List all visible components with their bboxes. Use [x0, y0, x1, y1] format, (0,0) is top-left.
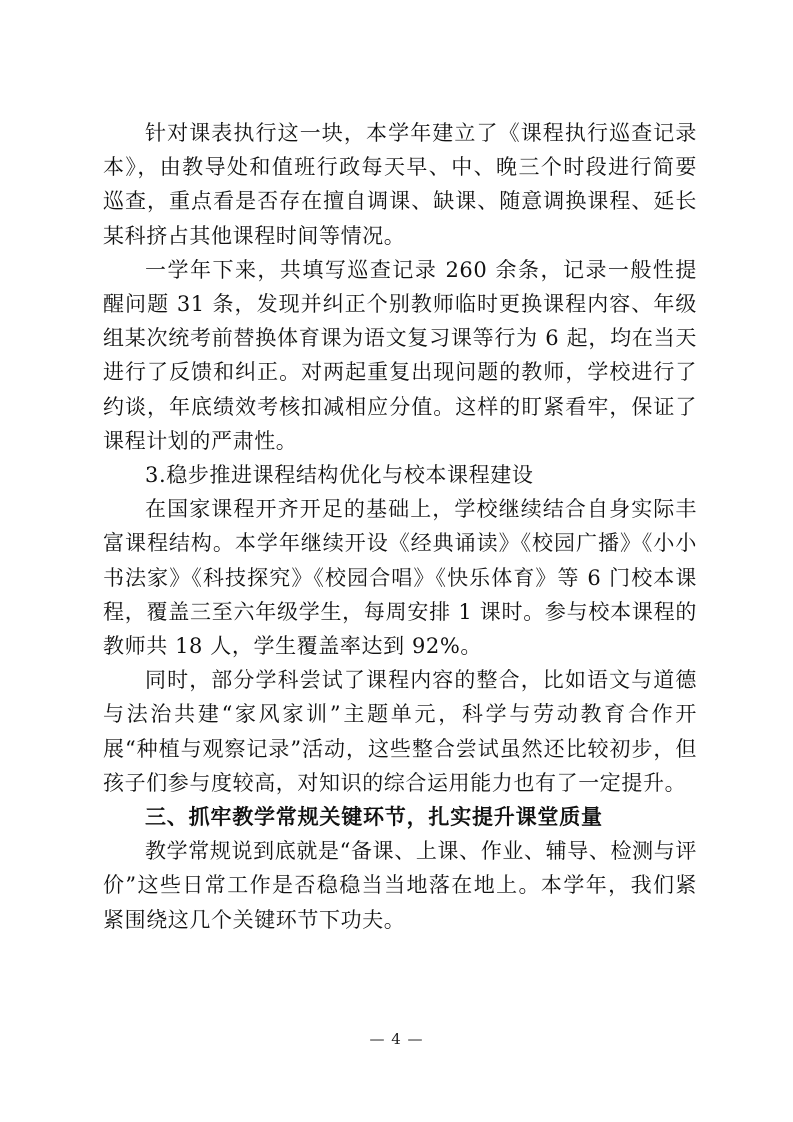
paragraph-course-inspection: 针对课表执行这一块，本学年建立了《课程执行巡查记录本》，由教导处和值班行政每天早、中、晚三个时段进行简要巡查，重点看是否存在擅自调课、缺课、随意调换课程、延长某科挤占其他课程时间等情况。: [103, 121, 697, 248]
paragraph-school-based-courses: 在国家课程开齐开足的基础上，学校继续结合自身实际丰富课程结构。本学年继续开设《经典诵读》《校园广播》《小小书法家》《科技探究》《校园合唱》《快乐体育》等 6 门校本课程，覆盖三至六年级学生，每周安排 1 课时。参与校本课程的教师共 18 人，学生覆盖率达到 92%。: [103, 497, 697, 659]
paragraph-inspection-results: 一学年下来，共填写巡查记录 260 余条，记录一般性提醒问题 31 条，发现并纠正个别教师临时更换课程内容、年级组某次统考前替换体育课为语文复习课等行为 6 起，均在当天进行了反馈和纠正。对两起重复出现问题的教师，学校进行了约谈，年底绩效考核扣减相应分值。这样的盯紧看牢，保证了课程计划的严肃性。: [103, 257, 697, 453]
subheading-curriculum-structure: 3.稳步推进课程结构优化与校本课程建设: [145, 463, 534, 488]
paragraph-course-integration: 同时，部分学科尝试了课程内容的整合，比如语文与道德与法治共建“家风家训”主题单元，科学与劳动教育合作开展“种植与观察记录”活动，这些整合尝试虽然还比较初步，但孩子们参与度较高，对知识的综合运用能力也有了一定提升。: [103, 668, 697, 795]
paragraph-teaching-routine: 教学常规说到底就是“备课、上课、作业、辅导、检测与评价”这些日常工作是否稳稳当当地落在地上。本学年，我们紧紧围绕这几个关键环节下功夫。: [103, 839, 697, 932]
document-body: [103, 116, 697, 937]
page-number: — 4 —: [369, 1030, 424, 1048]
section-heading-teaching-routine: 三、抓牢教学常规关键环节，扎实提升课堂质量: [145, 805, 603, 830]
